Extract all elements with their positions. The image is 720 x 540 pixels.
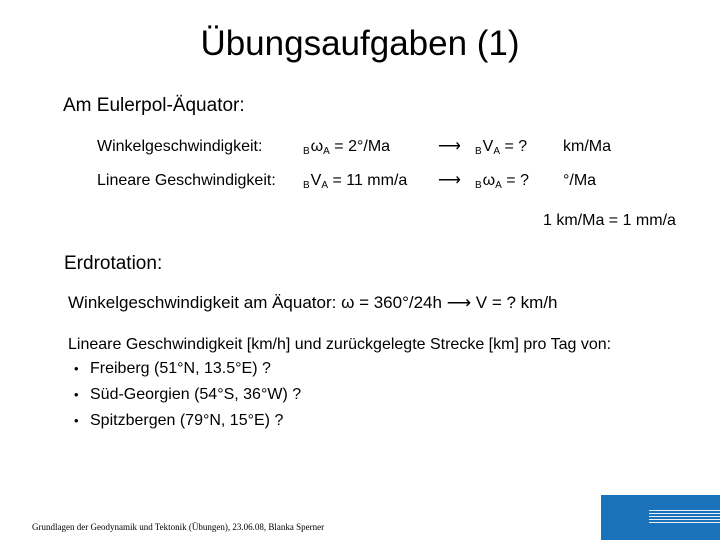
row1-given: $B\omega_A = 2^\circ/Ma$ xyxy=(303,138,391,157)
decorative-lines xyxy=(649,510,720,525)
location-list xyxy=(68,356,301,434)
unit-conversion-note: 1 km/Ma = 1 mm/a xyxy=(543,212,676,229)
list-item: • Süd-Georgien (54°S, 36°W) ? xyxy=(68,382,301,408)
footer-text: Grundlagen der Geodynamik und Tektonik (Übungen), 23.06.08, Blanka Sperner xyxy=(32,522,325,532)
row2-ask: $B\omega_A$ = ? xyxy=(475,172,529,191)
row1-ask: $BV_A$ = ? xyxy=(475,138,528,157)
row2-arrow: ⟶ xyxy=(438,172,461,189)
section-heading-eulerpol: Am Eulerpol-Äquator: xyxy=(63,95,245,116)
row1-label: Winkelgeschwindigkeit: xyxy=(97,138,263,155)
section-heading-erdrotation: Erdrotation: xyxy=(64,253,163,274)
row2-label: Lineare Geschwindigkeit: xyxy=(97,172,276,189)
page-number: 14 xyxy=(617,482,633,498)
row1-unit: km/Ma xyxy=(563,138,611,155)
angular-velocity-line: Winkelgeschwindigkeit am Äquator: ω = 360°/24h ⟶ V = ? km/h xyxy=(68,293,558,312)
row2-given: $BV_A = 11$ mm/a xyxy=(303,172,408,191)
linear-velocity-question: Lineare Geschwindigkeit [km/h] und zurückgelegte Strecke [km] pro Tag von: xyxy=(68,336,612,353)
list-item: • Freiberg (51°N, 13.5°E) ? xyxy=(68,356,301,382)
page-number-box xyxy=(601,482,720,540)
row1-arrow: ⟶ xyxy=(438,138,461,155)
row2-unit: °/Ma xyxy=(563,172,597,189)
slide-title: Übungsaufgaben (1) xyxy=(200,24,520,63)
list-item: • Spitzbergen (79°N, 15°E) ? xyxy=(68,408,301,434)
